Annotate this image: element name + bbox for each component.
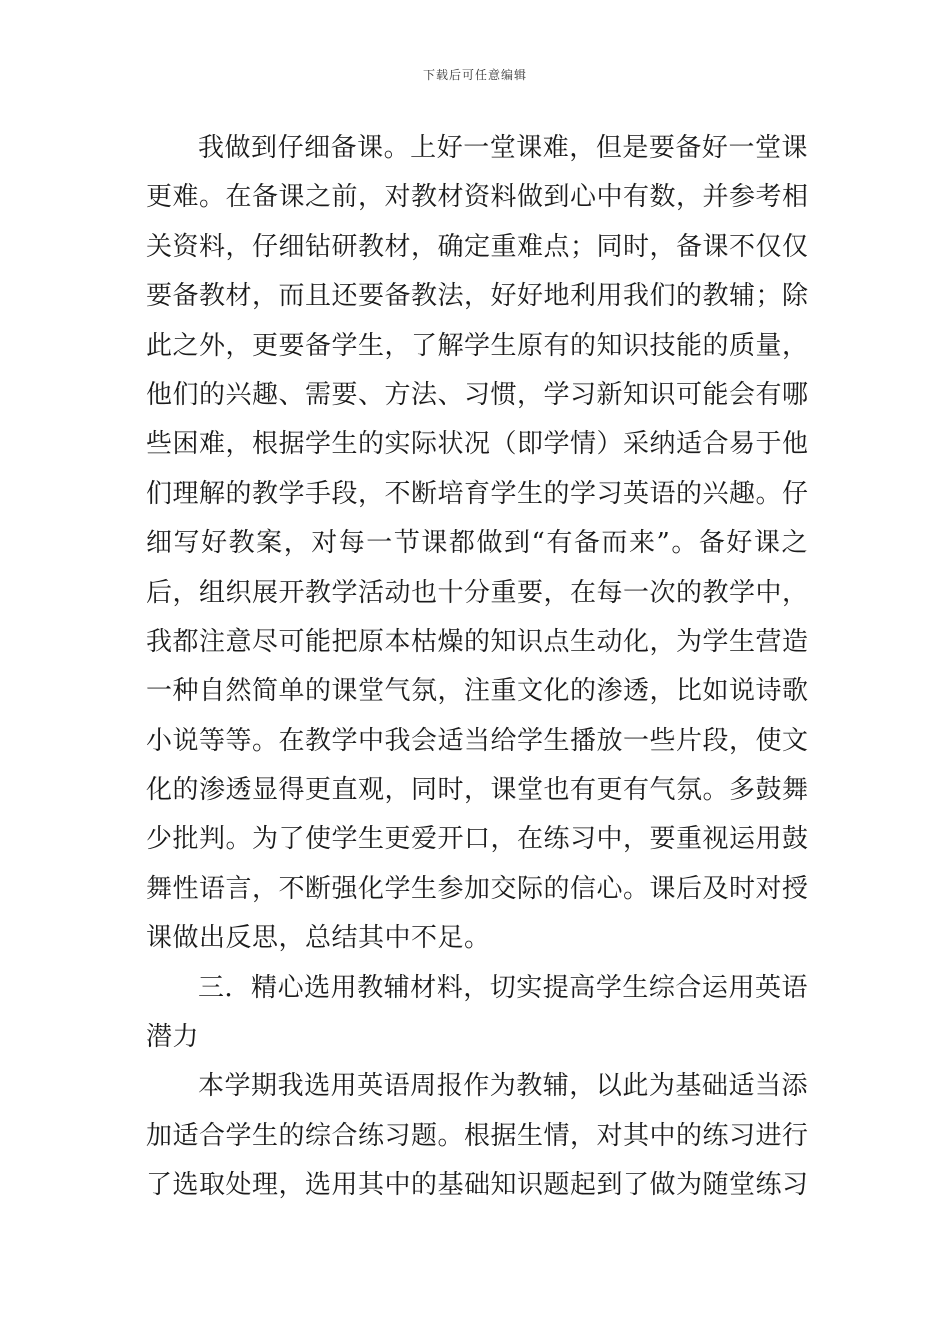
text-line: 一种自然简单的课堂气氛，注重文化的渗透，比如说诗歌: [146, 676, 809, 707]
text-line: 更难。在备课之前，对教材资料做到心中有数，并参考相: [146, 182, 809, 213]
text-line: 少批判。为了使学生更爱开口，在练习中，要重视运用鼓: [146, 824, 809, 855]
document-body: [146, 124, 808, 1211]
text-line: 此之外，更要备学生，了解学生原有的知识技能的质量，: [146, 330, 809, 361]
text-line: 了选取处理，选用其中的基础知识题起到了做为随堂练习: [146, 1170, 809, 1201]
text-line: 细写好教案，对每一节课都做到“有备而来”。备好课之: [146, 528, 808, 559]
text-line: 课做出反思，总结其中不足。: [146, 923, 491, 954]
text-line: 化的渗透显得更直观，同时，课堂也有更有气氛。多鼓舞: [146, 775, 809, 806]
section-heading: 三．精心选用教辅材料，切实提高学生综合运用英语: [198, 972, 808, 1003]
text-line: 他们的兴趣、需要、方法、习惯，学习新知识可能会有哪: [146, 379, 809, 410]
text-line: 我做到仔细备课。上好一堂课难，但是要备好一堂课: [198, 133, 808, 163]
page-header-note: 下载后可任意编辑: [422, 68, 527, 82]
text-line: 小说等等。在教学中我会适当给学生播放一些片段，使文: [146, 725, 809, 756]
text-line: 关资料，仔细钻研教材，确定重难点；同时，备课不仅仅: [146, 231, 809, 262]
text-line: 我都注意尽可能把原本枯燥的知识点生动化，为学生营造: [146, 626, 809, 657]
section-heading-continued: 潜力: [146, 1022, 200, 1053]
text-line: 加适合学生的综合练习题。根据生情，对其中的练习进行: [146, 1120, 809, 1151]
text-line: 后，组织展开教学活动也十分重要，在每一次的教学中，: [146, 577, 809, 608]
text-line: 本学期我选用英语周报作为教辅，以此为基础适当添: [198, 1071, 808, 1102]
text-line: 要备教材，而且还要备教法，好好地利用我们的教辅；除: [146, 281, 809, 312]
text-line: 些困难，根据学生的实际状况（即学情）采纳适合易于他: [146, 429, 809, 460]
text-line: 舞性语言，不断强化学生参加交际的信心。课后及时对授: [146, 873, 809, 904]
text-line: 们理解的教学手段，不断培育学生的学习英语的兴趣。仔: [146, 478, 809, 509]
